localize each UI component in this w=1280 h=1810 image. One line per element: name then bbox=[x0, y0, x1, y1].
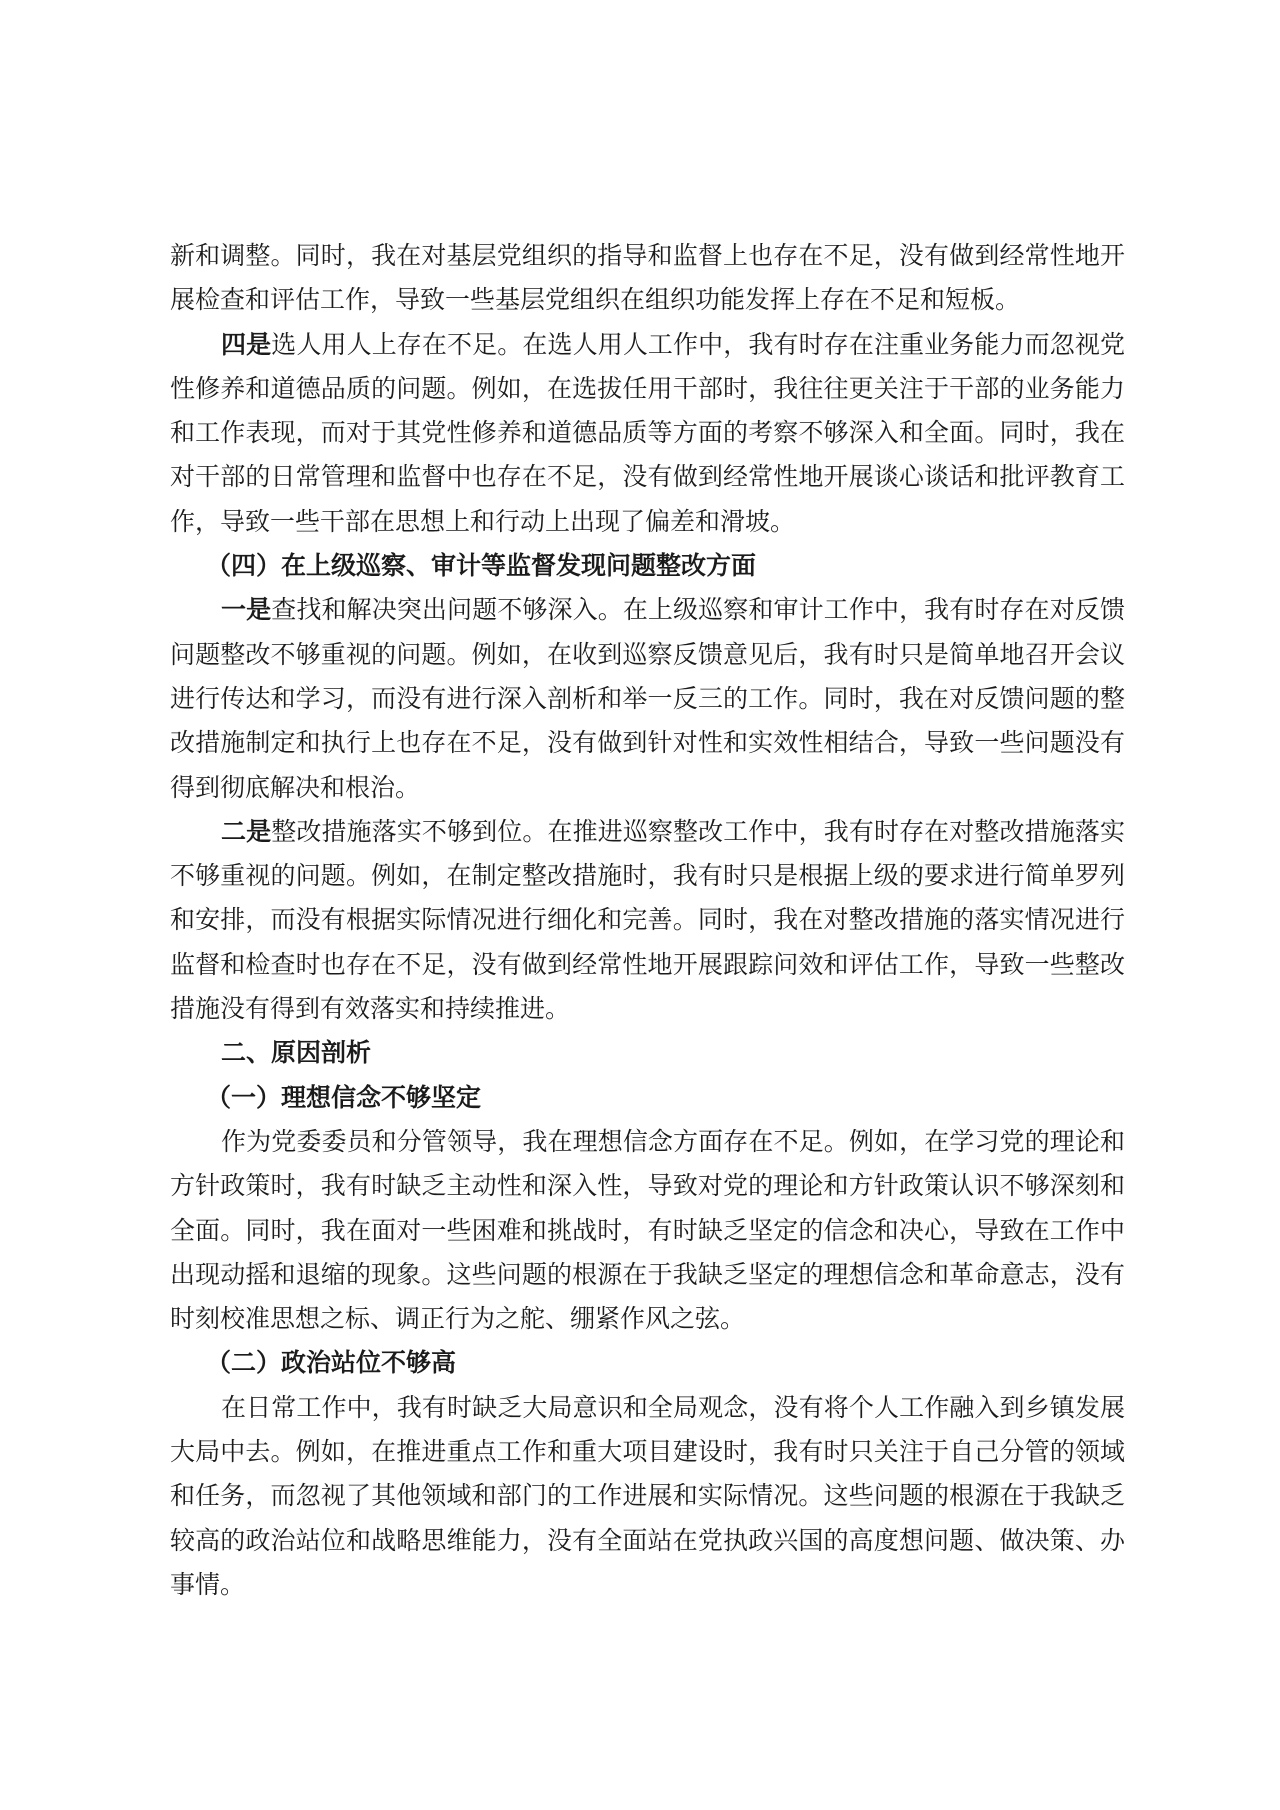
paragraph-point-two bbox=[170, 810, 1125, 1031]
section-heading-cause-analysis: 二、原因剖析 bbox=[221, 1038, 372, 1068]
paragraph-point-one bbox=[170, 588, 1125, 809]
paragraph-text: 查找和解决突出问题不够深入。在上级巡察和审计工作中，我有时存在对反馈问题整改不够重视的问题。例如，在收到巡察反馈意见后，我有时只是简单地召开会议进行传达和学习，而没有进行深入剖析和举一反三的工作。同时，我在对反馈问题的整改措施制定和执行上也存在不足，没有做到针对性和实效性相结合，导致一些问题没有得到彻底解决和根治。 bbox=[170, 595, 1125, 802]
paragraph-text: 选人用人上存在不足。在选人用人工作中，我有时存在注重业务能力而忽视党性修养和道德品质的问题。例如，在选拔任用干部时，我往往更关注于干部的业务能力和工作表现，而对于其党性修养和道德品质等方面的考察不够深入和全面。同时，我在对干部的日常管理和监督中也存在不足，没有做到经常性地开展谈心谈话和批评教育工作，导致一些干部在思想上和行动上出现了偏差和滑坡。 bbox=[170, 329, 1125, 536]
paragraph-lead: 二是 bbox=[221, 816, 272, 846]
paragraph-point-four bbox=[170, 323, 1125, 544]
paragraph-ideals: 作为党委委员和分管领导，我在理想信念方面存在不足。例如，在学习党的理论和方针政策时，我有时缺乏主动性和深入性，导致对党的理论和方针政策认识不够深刻和全面。同时，我在面对一些困难和挑战时，有时缺乏坚定的信念和决心，导致在工作中出现动摇和退缩的现象。这些问题的根源在于我缺乏坚定的理想信念和革命意志，没有时刻校准思想之标、调正行为之舵、绷紧作风之弦。 bbox=[170, 1126, 1125, 1334]
paragraph-text: 整改措施落实不够到位。在推进巡察整改工作中，我有时存在对整改措施落实不够重视的问题。例如，在制定整改措施时，我有时只是根据上级的要求进行简单罗列和安排，而没有根据实际情况进行细化和完善。同时，我在对整改措施的落实情况进行监督和检查时也存在不足，没有做到经常性地开展跟踪问效和评估工作，导致一些整改措施没有得到有效落实和持续推进。 bbox=[170, 816, 1125, 1024]
paragraph-lead: 一是 bbox=[221, 595, 272, 625]
paragraph-political-stance: 在日常工作中，我有时缺乏大局意识和全局观念，没有将个人工作融入到乡镇发展大局中去。例如，在推进重点工作和重大项目建设时，我有时只关注于自己分管的领域和任务，而忽视了其他领域和部门的工作进展和实际情况。这些问题的根源在于我缺乏较高的政治站位和战略思维能力，没有全面站在党执政兴国的高度想问题、做决策、办事情。 bbox=[170, 1392, 1125, 1599]
subsection-heading-political-stance: （二）政治站位不够高 bbox=[206, 1348, 457, 1378]
subsection-heading-ideals: （一）理想信念不够坚定 bbox=[206, 1082, 482, 1112]
document-body bbox=[170, 234, 1125, 1607]
section-heading-four: （四）在上级巡察、审计等监督发现问题整改方面 bbox=[206, 551, 757, 581]
paragraph-continuation: 新和调整。同时，我在对基层党组织的指导和监督上也存在不足，没有做到经常性地开展检查和评估工作，导致一些基层党组织在组织功能发挥上存在不足和短板。 bbox=[170, 241, 1125, 315]
paragraph-lead: 四是 bbox=[221, 329, 272, 359]
